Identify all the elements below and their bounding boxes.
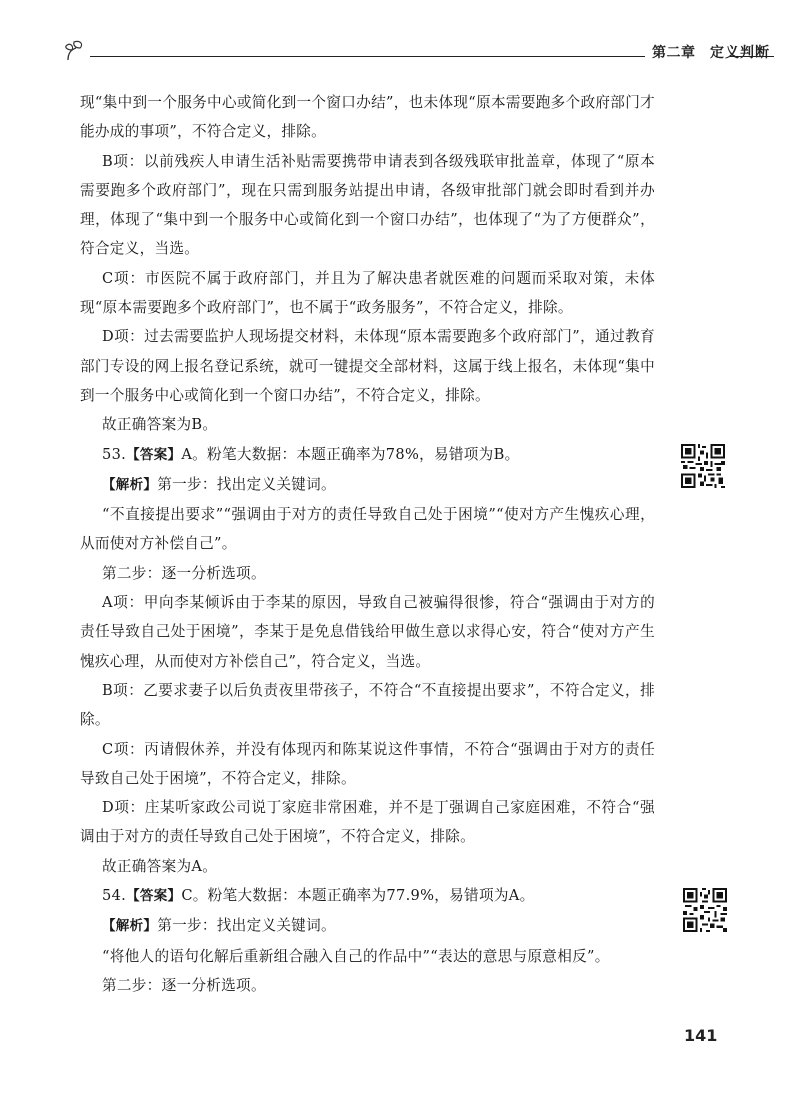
body-text: [80, 88, 655, 1000]
paragraph: B项：乙要求妻子以后负责夜里带孩子，不符合“不直接提出要求”，不符合定义，排除。: [80, 681, 655, 729]
header-rule: [90, 56, 645, 57]
page-number: 141: [684, 1026, 718, 1045]
answer-line: 53.【答案】A。粉笔大数据：本题正确率为78%，易错项为B。: [102, 445, 520, 463]
answer-tag: 【答案】: [126, 446, 182, 463]
analysis-tag: 【解析】: [102, 476, 158, 493]
paragraph: C项：丙请假休养，并没有体现丙和陈某说这件事情，不符合“强调由于对方的责任导致自己处于困境”，不符合定义，排除。: [80, 740, 655, 787]
topic-label: 定义判断: [710, 45, 770, 61]
paragraph: C项：市医院不属于政府部门，并且为了解决患者就医难的问题而采取对策，未体现“原本需要跑多个政府部门”，也不属于“政务服务”，不符合定义，排除。: [80, 269, 655, 317]
answer-line: 54.【答案】C。粉笔大数据：本题正确率为77.9%，易错项为A。: [102, 887, 535, 905]
paragraph: D项：过去需要监护人现场提交材料，未体现“原本需要跑多个政府部门”，通过教育部门专设的网上报名登记系统，就可一键提交全部材料，这属于线上报名，未体现“集中到一个服务中心或简化到一个窗口办结”，不符合定义，排除。: [80, 328, 655, 404]
running-header: [62, 36, 774, 66]
paragraph: 故正确答案为A。: [102, 857, 218, 875]
paragraph: A项：甲向李某倾诉由于李某的原因，导致自己被骗得很惨，符合“强调由于对方的责任导致自己处于困境”，李某于是免息借钱给甲做生意以求得心安，符合“使对方产生愧疚心理，从而使对方补偿自己”，符合定义，当选。: [80, 594, 655, 670]
analysis-line: 【解析】第一步：找出定义关键词。: [102, 475, 336, 493]
answer-tag: 【答案】: [126, 888, 182, 905]
qr-code-icon[interactable]: [681, 444, 725, 488]
analysis-tag: 【解析】: [102, 918, 158, 935]
chapter-label: 第二章: [652, 45, 696, 61]
analysis-line: 【解析】第一步：找出定义关键词。: [102, 917, 336, 935]
header-rule-right: [730, 56, 774, 57]
paragraph: 现“集中到一个服务中心或简化到一个窗口办结”，也未体现“原本需要跑多个政府部门才能办成的事项”，不符合定义，排除。: [80, 94, 655, 141]
leaf-icon: [62, 38, 92, 62]
qr-code-icon[interactable]: [683, 888, 727, 932]
paragraph: 第二步：逐一分析选项。: [102, 564, 266, 582]
paragraph: B项：以前残疾人申请生活补贴需要携带申请表到各级残联审批盖章，体现了“原本需要跑多个政府部门”，现在只需到服务站提出申请，各级审批部门就会即时看到并办理，体现了“集中到一个服务中心或简化到一个窗口办结”，也体现了“为了方便群众”，符合定义，当选。: [80, 152, 655, 258]
paragraph: D项：庄某听家政公司说丁家庭非常困难，并不是丁强调自己家庭困难，不符合“强调由于对方的责任导致自己处于困境”，不符合定义，排除。: [80, 799, 655, 846]
paragraph: 故正确答案为B。: [102, 416, 218, 434]
paragraph: “不直接提出要求”“强调由于对方的责任导致自己处于困境”“使对方产生愧疚心理，从而使对方补偿自己”。: [80, 506, 655, 553]
paragraph: “将他人的语句化解后重新组合融入自己的作品中”“表达的意思与原意相反”。: [102, 947, 610, 965]
paragraph: 第二步：逐一分析选项。: [102, 976, 266, 994]
